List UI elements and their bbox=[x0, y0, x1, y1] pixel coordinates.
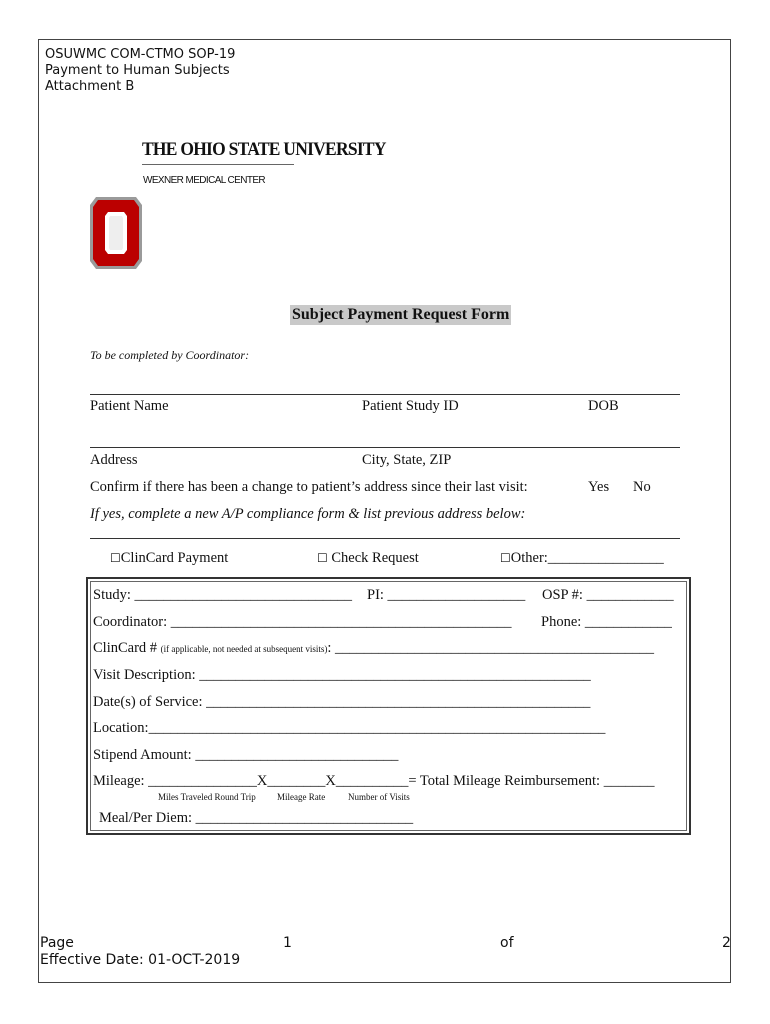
previous-address-line[interactable] bbox=[90, 538, 680, 539]
address-line[interactable] bbox=[90, 447, 680, 448]
miles-traveled-caption: Miles Traveled Round Trip bbox=[158, 792, 256, 802]
clincard-number-field[interactable] bbox=[93, 640, 654, 657]
checkbox-icon[interactable]: ☐ bbox=[110, 551, 121, 565]
attachment-label: Attachment B bbox=[45, 79, 135, 94]
other-option[interactable] bbox=[500, 550, 664, 567]
clincard-payment-label: ClinCard Payment bbox=[120, 550, 229, 566]
location-field[interactable]: Location:_______________________________________________________________ bbox=[93, 720, 606, 736]
address-change-question: Confirm if there has been a change to patient’s address since their last visit: bbox=[90, 479, 528, 495]
patient-info-line[interactable] bbox=[90, 394, 680, 395]
effective-date: Effective Date: 01-OCT-2019 bbox=[40, 952, 241, 968]
coordinator-field[interactable]: Coordinator: _______________________________________________ bbox=[93, 614, 512, 630]
number-of-visits-caption: Number of Visits bbox=[348, 792, 410, 802]
osp-field[interactable]: OSP #: ____________ bbox=[542, 587, 674, 603]
visit-description-field[interactable]: Visit Description: ______________________________________________________ bbox=[93, 667, 591, 683]
sop-title: Payment to Human Subjects bbox=[45, 63, 230, 78]
phone-field[interactable]: Phone: ____________ bbox=[541, 614, 672, 630]
study-field[interactable]: Study: ______________________________ bbox=[93, 587, 352, 603]
of-label: of bbox=[500, 935, 514, 951]
page-number: 1 bbox=[283, 935, 292, 951]
block-o-logo-icon bbox=[88, 195, 144, 276]
yes-option[interactable]: Yes bbox=[588, 479, 610, 495]
mileage-field[interactable]: Mileage: _______________X________X__________= Total Mileage Reimbursement: _______ bbox=[93, 773, 655, 789]
meal-per-diem-field[interactable]: Meal/Per Diem: ______________________________ bbox=[99, 810, 414, 826]
check-request-label: Check Request bbox=[327, 550, 419, 566]
checkbox-icon[interactable]: ☐ bbox=[500, 551, 511, 565]
patient-name-label: Patient Name bbox=[90, 398, 169, 414]
coordinator-note: To be completed by Coordinator: bbox=[90, 348, 250, 362]
no-option[interactable]: No bbox=[633, 479, 651, 495]
clincard-payment-option[interactable] bbox=[110, 550, 228, 567]
form-title: Subject Payment Request Form bbox=[292, 306, 510, 323]
if-yes-instruction: If yes, complete a new A/P compliance form & list previous address below: bbox=[90, 506, 526, 522]
logo-divider bbox=[142, 164, 294, 165]
university-wordmark: THE OHIO STATE UNIVERSITY bbox=[142, 139, 386, 160]
check-request-option[interactable] bbox=[317, 550, 419, 567]
page-total: 2 bbox=[722, 935, 731, 951]
patient-study-id-label: Patient Study ID bbox=[362, 398, 459, 414]
mileage-rate-caption: Mileage Rate bbox=[277, 792, 326, 802]
clincard-blank[interactable]: : ____________________________________________ bbox=[327, 640, 655, 656]
checkbox-icon[interactable]: ☐ bbox=[317, 551, 328, 565]
medical-center-wordmark: WEXNER MEDICAL CENTER bbox=[143, 175, 266, 186]
clincard-label: ClinCard # bbox=[93, 640, 161, 656]
dates-of-service-field[interactable]: Date(s) of Service: _____________________________________________________ bbox=[93, 694, 591, 710]
dob-label: DOB bbox=[588, 398, 619, 414]
city-state-zip-label: City, State, ZIP bbox=[362, 452, 452, 468]
other-label: Other:________________ bbox=[510, 550, 664, 566]
clincard-note: (if applicable, not needed at subsequent visits) bbox=[160, 644, 328, 654]
stipend-amount-field[interactable]: Stipend Amount: ____________________________ bbox=[93, 747, 399, 763]
page-label: Page bbox=[40, 935, 74, 951]
sop-id: OSUWMC COM-CTMO SOP-19 bbox=[45, 47, 236, 62]
pi-field[interactable]: PI: ___________________ bbox=[367, 587, 526, 603]
address-label: Address bbox=[90, 452, 138, 468]
